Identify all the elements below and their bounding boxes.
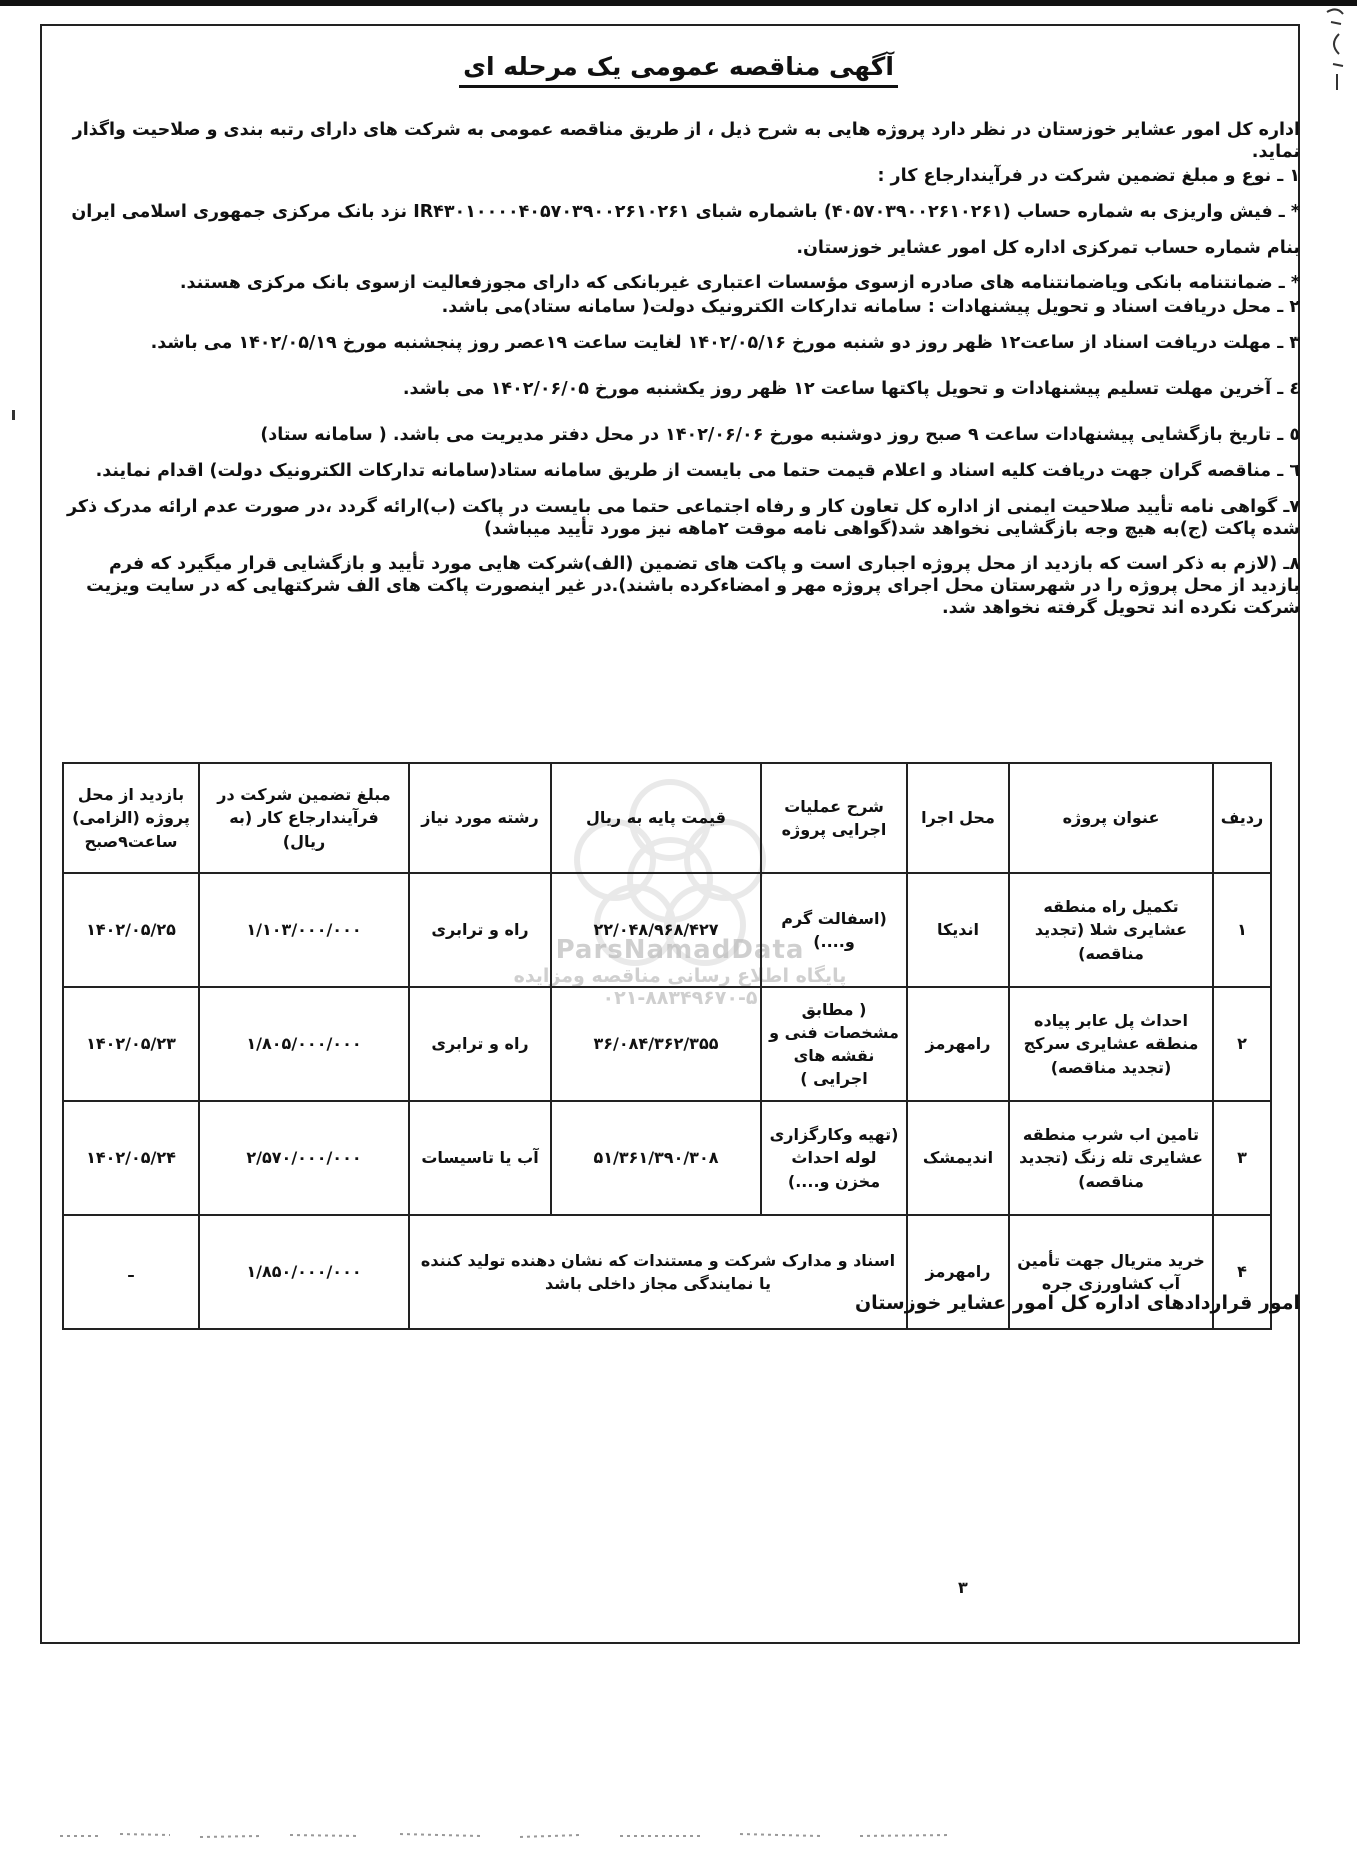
page-title: آگهی مناقصه عمومی یک مرحله ای xyxy=(459,52,898,88)
cell-title: تامین اب شرب منطقه عشایری تله زنگ (تجدید مناقصه) xyxy=(1009,1101,1213,1215)
intro-paragraph: اداره کل امور عشایر خوزستان در نظر دارد پروژه هایی به شرح ذیل ، از طریق مناقصه عمومی به شرکت های دارای رتبه بندی و صلاحیت واگذار نماید. xyxy=(72,120,1300,162)
col-header-title: عنوان پروژه xyxy=(1009,763,1213,873)
cell-base-price: ۲۲/۰۴۸/۹۶۸/۴۲۷ xyxy=(551,873,761,987)
cell-row-no: ۲ xyxy=(1213,987,1271,1101)
item-5: ٥ ـ تاریخ بازگشایی پیشنهادات ساعت ۹ صبح روز دوشنبه مورخ ۱۴۰۲/۰۶/۰۶ در محل دفتر مدیریت می باشد. ( سامانه ستاد) xyxy=(260,424,1300,445)
cell-description: (تهیه وکارگزاری لوله احداث مخزن و....) xyxy=(761,1101,907,1215)
scan-noise-line xyxy=(60,1828,960,1842)
announcement-body xyxy=(60,120,1300,622)
table-row xyxy=(63,1101,1271,1215)
cell-visit: ۱۴۰۲/۰۵/۲۳ xyxy=(63,987,199,1101)
watermark-line: پایگاه اطلاع رسانی مناقصه ومزایده xyxy=(513,965,847,987)
item-3: ۳ ـ مهلت دریافت اسناد از ساعت۱۲ ظهر روز دو شنبه مورخ ۱۴۰۲/۰۵/۱۶ لغایت ساعت ۱۹عصر روز پنجشنبه مورخ ۱۴۰۲/۰۵/۱۹ می باشد. xyxy=(150,333,1300,354)
cell-guarantee: ۱/۸۵۰/۰۰۰/۰۰۰ xyxy=(199,1215,409,1329)
cell-visit: ـ xyxy=(63,1215,199,1329)
item-1-deposit-account: بنام شماره حساب تمرکزی اداره کل امور عشایر خوزستان. xyxy=(796,237,1300,258)
table-header-row xyxy=(63,763,1271,873)
item-1-heading: ۱ ـ نوع و مبلغ تضمین شرکت در فرآیندارجاع کار : xyxy=(877,165,1300,186)
cell-field: آب یا تاسیسات xyxy=(409,1101,551,1215)
watermark-brand: ParsNamadData xyxy=(555,935,805,965)
title-area xyxy=(0,52,1357,88)
cell-merged-note: اسناد و مدارک شرکت و مستندات که نشان دهنده تولید کننده یا نمایندگی مجاز داخلی باشد xyxy=(409,1215,907,1329)
cell-guarantee: ۱/۸۰۵/۰۰۰/۰۰۰ xyxy=(199,987,409,1101)
col-header-field: رشته مورد نیاز xyxy=(409,763,551,873)
cell-field: راه و ترابری xyxy=(409,873,551,987)
cell-location: رامهرمز xyxy=(907,987,1009,1101)
cell-row-no: ۳ xyxy=(1213,1101,1271,1215)
cell-row-no: ۱ xyxy=(1213,873,1271,987)
projects-table xyxy=(62,762,1272,1330)
table-row xyxy=(63,987,1271,1101)
margin-dot xyxy=(12,410,15,420)
cell-guarantee: ۲/۵۷۰/۰۰۰/۰۰۰ xyxy=(199,1101,409,1215)
cell-field: راه و ترابری xyxy=(409,987,551,1101)
cell-title: تکمیل راه منطقه عشایری شلا (تجدید مناقصه) xyxy=(1009,873,1213,987)
item-4: ٤ ـ آخرین مهلت تسلیم پیشنهادات و تحویل پاکتها ساعت ۱۲ ظهر روز یکشنبه مورخ ۱۴۰۲/۰۶/۰۵ می باشد. xyxy=(402,379,1300,399)
item-6: ٦ ـ مناقصه گران جهت دریافت کلیه اسناد و اعلام قیمت حتما می بایست از طریق سامانه ستاد(سامانه تدارکات الکترونیک دولت) اقدام نمایند. xyxy=(95,460,1300,481)
cell-location: رامهرمز xyxy=(907,1215,1009,1329)
table-row xyxy=(63,873,1271,987)
cell-location: اندیمشک xyxy=(907,1101,1009,1215)
col-header-description: شرح عملیات اجرایی پروژه xyxy=(761,763,907,873)
cell-row-no: ۴ xyxy=(1213,1215,1271,1329)
cell-base-price: ۳۶/۰۸۴/۳۶۲/۳۵۵ xyxy=(551,987,761,1101)
item-2: ۲ ـ محل دریافت اسناد و تحویل پیشنهادات : سامانه تدارکات الکترونیک دولت( سامانه ستاد)می باشد. xyxy=(441,297,1300,318)
watermark-phone: ۰۲۱-۸۸۳۴۹۶۷۰-۵ xyxy=(602,987,758,1009)
top-border-line xyxy=(0,0,1357,6)
cell-visit: ۱۴۰۲/۰۵/۲۵ xyxy=(63,873,199,987)
col-header-base-price: قیمت پایه به ریال xyxy=(551,763,761,873)
cell-description: (اسفالت گرم و....) xyxy=(761,873,907,987)
col-header-row-no: ردیف xyxy=(1213,763,1271,873)
cell-location: اندیکا xyxy=(907,873,1009,987)
cell-visit: ۱۴۰۲/۰۵/۲۴ xyxy=(63,1101,199,1215)
cell-title: احداث پل عابر پیاده منطقه عشایری سرکج (تجدید مناقصه) xyxy=(1009,987,1213,1101)
item-7: ۷ـ گواهی نامه تأیید صلاحیت ایمنی از اداره کل تعاون کار و رفاه اجتماعی حتما می بایست در پاکت (ب)ارائه گردد ،در صورت عدم ارائه مدرک ذکر شده پاکت (ج)به هیچ وجه بازگشایی نخواهد شد(گواهی نامه موقت ۲ماهه نیز مورد تأیید میباشد) xyxy=(67,496,1300,539)
cell-description: ( مطابق مشخصات فنی و نقشه های اجرایی ) xyxy=(761,987,907,1101)
item-1-guarantee: * ـ ضمانتنامه بانکی ویاضمانتنامه های صادره ازسوی مؤسسات اعتباری غیربانکی که دارای مجوزفعالیت ازسوی بانک مرکزی هستند. xyxy=(179,273,1300,294)
issuer-footer: امور قراردادهای اداره کل امور عشایر خوزستان xyxy=(854,1292,1300,1314)
cell-guarantee: ۱/۱۰۳/۰۰۰/۰۰۰ xyxy=(199,873,409,987)
item-8: ۸ـ (لازم به ذکر است که بازدید از محل پروژه اجباری است و پاکت های تضمین (الف)شرکت هایی مورد تأیید و بازگشایی قرار میگیرد که فرم بازدید از محل پروژه را در شهرستان محل اجرای پروژه مهر و امضاءکرده باشند).در غیر اینصورت پاکت های الف شرکتهایی که در سایت ویزیت شرکت نکرده اند تحویل گرفته نخواهد شد. xyxy=(86,554,1300,619)
col-header-guarantee: مبلغ تضمین شرکت در فرآیندارجاع کار (به ریال) xyxy=(199,763,409,873)
cell-base-price: ۵۱/۳۶۱/۳۹۰/۳۰۸ xyxy=(551,1101,761,1215)
item-1-deposit: * ـ فیش واریزی به شماره حساب (۴۰۵۷۰۳۹۰۰۲۶۱۰۲۶۱) باشماره شبای IR۴۳۰۱۰۰۰۰۴۰۵۷۰۳۹۰۰۲۶۱۰۲۶۱ نزد بانک مرکزی جمهوری اسلامی ایران xyxy=(71,201,1300,222)
cell-title: خرید متریال جهت تأمین آب کشاورزی جره xyxy=(1009,1215,1213,1329)
col-header-visit: بازدید از محل پروژه (الزامی) ساعت۹صبح xyxy=(63,763,199,873)
page-mark: ۳ xyxy=(958,1578,968,1597)
col-header-location: محل اجرا xyxy=(907,763,1009,873)
